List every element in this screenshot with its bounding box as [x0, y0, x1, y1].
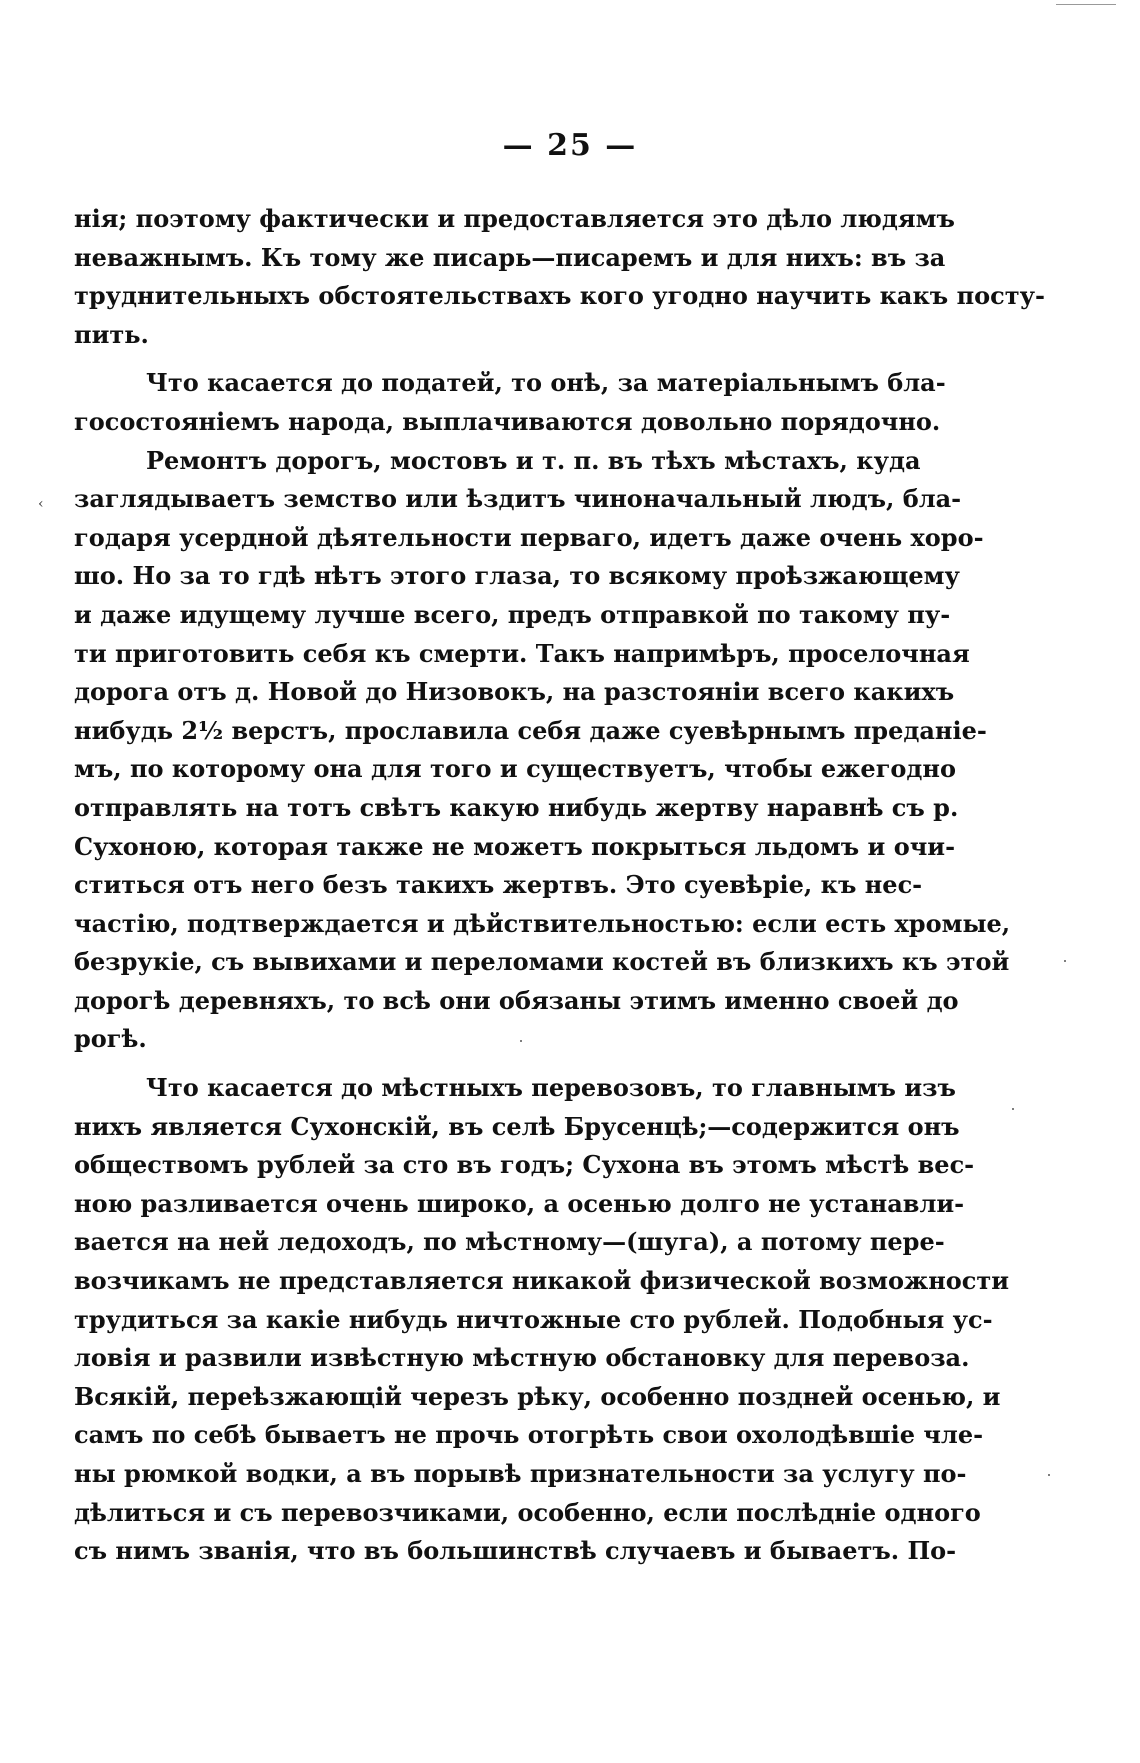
text-line: вается на ней ледоходъ, по мѣстному—(шуга), а потому пере-: [74, 1227, 945, 1257]
text-line: дѣлиться и съ перевозчиками, особенно, если послѣдніе одного: [74, 1497, 981, 1527]
text-line: неважнымъ. Къ тому же писарь—писаремъ и для нихъ: въ за: [74, 242, 946, 272]
text-line: заглядываетъ земство или ѣздитъ чиноначальный людъ, бла-: [74, 484, 962, 514]
text-line: рогѣ.: [74, 1024, 147, 1054]
text-line: труднительныхъ обстоятельствахъ кого угодно научить какъ посту-: [74, 281, 1045, 311]
text-line: возчикамъ не представляется никакой физической возможности: [74, 1266, 1010, 1296]
text-line: ститься отъ него безъ такихъ жертвъ. Это суевѣріе, къ нес-: [74, 870, 923, 900]
text-line: нія; поэтому фактически и предоставляется это дѣло людямъ: [74, 204, 955, 233]
text-line: частію, подтверждается и дѣйствительностью: если есть хромые,: [74, 908, 1011, 938]
text-line: мъ, по которому она для того и существуетъ, чтобы ежегодно: [74, 754, 956, 784]
text-line: нибудь 2½ верстъ, прославила себя даже суевѣрнымъ преданіе-: [74, 715, 987, 745]
page-number: — 25 —: [502, 128, 638, 163]
text-line: трудиться за какіе нибудь ничтожные сто рублей. Подобныя ус-: [74, 1304, 993, 1334]
text-line: Что касается до мѣстныхъ перевозовъ, то главнымъ изъ: [146, 1073, 956, 1103]
text-line: и даже идущему лучше всего, предъ отправкой по такому пу-: [74, 599, 951, 629]
paragraph-4: [74, 1069, 1010, 1571]
text-line: годаря усердной дѣятельности перваго, идетъ даже очень хоро-: [74, 522, 984, 552]
text-line: самъ по себѣ бываетъ не прочь отогрѣть свои охолодѣвшіе чле-: [74, 1420, 984, 1450]
scan-speck: [1064, 960, 1066, 962]
text-line: Сухоною, которая также не можетъ покрыться льдомъ и очи-: [74, 831, 956, 861]
scan-speck: [520, 1040, 522, 1042]
text-line: дорогѣ деревняхъ, то всѣ они обязаны этимъ именно своей до: [74, 985, 959, 1015]
text-line: ловія и развили извѣстную мѣстную обстановку для перевоза.: [74, 1343, 970, 1373]
text-line: ти приготовить себя къ смерти. Такъ напримѣръ, проселочная: [74, 638, 970, 668]
paragraph-2: [74, 364, 946, 441]
text-line: дорога отъ д. Новой до Низовокъ, на разстояніи всего какихъ: [74, 677, 955, 707]
text-line: Всякій, переѣзжающій черезъ рѣку, особенно поздней осенью, и: [74, 1381, 1001, 1411]
paragraph-3: [74, 442, 1011, 1060]
margin-mark: ‹: [38, 496, 44, 512]
paragraph-1: [74, 200, 1045, 354]
text-line: отправлять на тотъ свѣтъ какую нибудь жертву наравнѣ съ р.: [74, 792, 959, 822]
text-line: Ремонтъ дорогъ, мостовъ и т. п. въ тѣхъ мѣстахъ, куда: [146, 445, 921, 475]
text-line: пить.: [74, 319, 149, 349]
text-line: госостояніемъ народа, выплачиваются довольно порядочно.: [74, 406, 941, 436]
text-line: нихъ является Сухонскій, въ селѣ Брусенцѣ;—содержится онъ: [74, 1111, 960, 1141]
scan-speck: [1012, 1108, 1014, 1110]
text-line: съ нимъ званія, что въ большинствѣ случаевъ и бываетъ. По-: [74, 1536, 957, 1566]
scan-edge-line: [1056, 4, 1116, 5]
text-line: обществомъ рублей за сто въ годъ; Сухона въ этомъ мѣстѣ вес-: [74, 1150, 975, 1180]
text-line: шо. Но за то гдѣ нѣтъ этого глаза, то всякому проѣзжающему: [74, 561, 960, 591]
text-line: Что касается до податей, то онѣ, за матеріальнымъ бла-: [146, 368, 946, 398]
text-line: безрукіе, съ вывихами и переломами костей въ близкихъ къ этой: [74, 947, 1010, 977]
scan-speck: [1048, 1474, 1050, 1476]
text-line: ны рюмкой водки, а въ порывѣ признательности за услугу по-: [74, 1459, 967, 1488]
text-line: ною разливается очень широко, а осенью долго не устанавли-: [74, 1188, 965, 1218]
body-text: [74, 200, 1045, 1571]
